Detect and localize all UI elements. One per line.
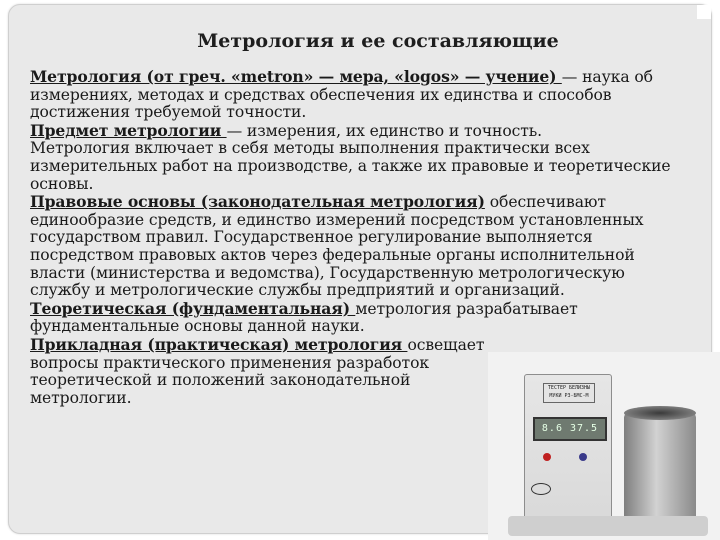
term-theoretical: Теоретическая (фундаментальная) bbox=[30, 298, 356, 318]
paragraph-metrology-definition bbox=[30, 68, 680, 122]
tester-device bbox=[524, 374, 612, 524]
cylinder-top bbox=[624, 406, 696, 420]
eye-icon bbox=[531, 483, 551, 495]
scope-text: Метрология включает в себя методы выполнения практически всех измерительных работ на производстве, а также их правовые и теоретические основы. bbox=[30, 139, 671, 193]
tester-display: 8.6 37.5 bbox=[533, 417, 607, 441]
definition-subject: — измерения, их единство и точность. bbox=[226, 121, 543, 140]
term-applied: Прикладная (практическая) метрология bbox=[30, 334, 408, 354]
paragraph-scope bbox=[30, 140, 680, 193]
definition-applied: освещает вопросы практического применения разработок теоретической и положений законодательной метрологии. bbox=[30, 335, 485, 407]
definition-theoretical: метрология разрабатывает фундаментальные основы данной науки. bbox=[30, 299, 578, 336]
term-metrology: Метрология (от греч. «metron» — мера, «logos» — учение) bbox=[30, 67, 562, 86]
device-base bbox=[508, 516, 708, 536]
term-subject: Предмет метрологии bbox=[30, 120, 227, 140]
definition-legal: обеспечивают единообразие средств, и единство измерений посредством установленных государством правил. Государственное регулирование выполняется посредством правовых актов через федеральные органы исполнительной власти (министерства и ведомства), Государственную метрологическую службу и метрологические службы предприятий и организаций. bbox=[30, 193, 644, 300]
tester-label: ТЕСТЕР БЕЛИЗНЫ МУКИ РЗ-БМС-М bbox=[543, 383, 595, 403]
frame-corner-cutout bbox=[697, 5, 711, 19]
slide-title: Метрология и ее составляющие bbox=[197, 30, 559, 52]
blue-button-icon bbox=[579, 453, 587, 461]
sample-cylinder bbox=[624, 412, 696, 522]
red-button-icon bbox=[543, 453, 551, 461]
paragraph-legal bbox=[30, 193, 680, 300]
term-legal: Правовые основы (законодательная метрология) bbox=[30, 192, 485, 212]
paragraph-theoretical bbox=[30, 300, 680, 336]
paragraph-applied bbox=[30, 336, 492, 407]
device-photo bbox=[488, 352, 720, 540]
paragraph-subject bbox=[30, 122, 680, 141]
definition-metrology: — наука об измерениях, методах и средствах обеспечения их единства и способов достижения требуемой точности. bbox=[30, 68, 653, 122]
